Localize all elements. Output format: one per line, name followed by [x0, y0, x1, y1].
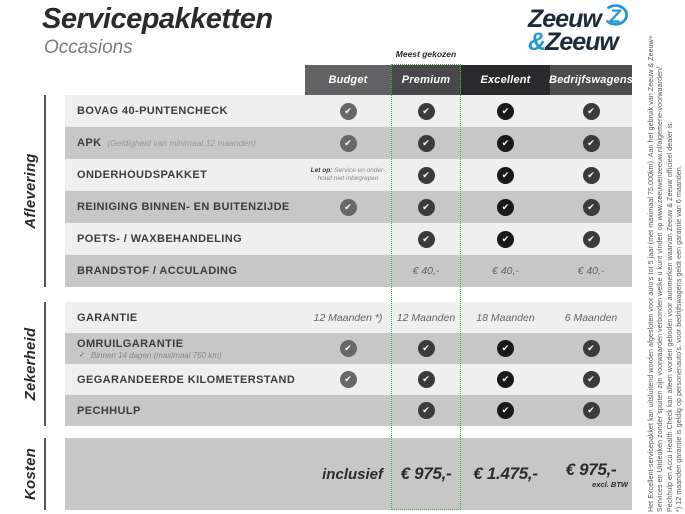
check-icon: ✔ — [340, 340, 357, 357]
section-label-zekerheid: Zekerheid — [16, 302, 46, 426]
logo-ampersand: & — [528, 28, 546, 56]
check-icon: ✔ — [497, 340, 514, 357]
check-icon: ✔ — [583, 199, 600, 216]
footnote-line: Pechhulp en Accu Health Check kan alleen worden geboden voor automerken waarvan Zeeuw & Zeeuw officieel dealer is. — [666, 121, 674, 512]
row-label-cell — [65, 395, 305, 426]
svg-text:Z: Z — [609, 5, 621, 27]
value-cell-excellent — [461, 255, 550, 287]
value-cell-budget — [305, 191, 391, 223]
value-cell-budget — [305, 395, 391, 426]
check-icon: ✔ — [583, 231, 600, 248]
value-cell-excellent — [461, 159, 550, 191]
check-icon: ✔ — [418, 167, 435, 184]
row-label-text: ONDERHOUDSPAKKET — [77, 169, 208, 181]
table-row — [65, 95, 632, 127]
section-label-kosten: Kosten — [16, 438, 46, 510]
check-icon: ✔ — [497, 199, 514, 216]
value-cell-bedrijfswagens — [550, 255, 632, 287]
section-zekerheid — [65, 302, 632, 426]
row-label-text: BRANDSTOF / ACCULADING — [77, 265, 238, 277]
table-row — [65, 191, 632, 223]
page-title: Servicepakketten — [42, 3, 273, 35]
value-cell-bedrijfswagens — [550, 127, 632, 159]
check-icon: ✔ — [583, 167, 600, 184]
value-cell-premium — [391, 127, 461, 159]
row-label-cell — [65, 191, 305, 223]
row-label-cell — [65, 127, 305, 159]
value-cell-excellent — [461, 395, 550, 426]
cell-value-text: 12 Maanden — [396, 311, 456, 324]
check-icon: ✔ — [583, 371, 600, 388]
value-cell-excellent — [461, 364, 550, 395]
row-label-cell — [65, 95, 305, 127]
column-header-budget: Budget — [305, 65, 391, 95]
value-cell-premium — [391, 333, 461, 364]
value-cell-premium — [391, 95, 461, 127]
value-cell-premium — [391, 255, 461, 287]
table-header-row — [65, 65, 632, 95]
value-cell-premium — [391, 159, 461, 191]
value-cell-budget — [305, 302, 391, 333]
costs-price-note: excl. BTW — [592, 479, 628, 489]
row-label-text: GARANTIE — [77, 311, 138, 324]
costs-price: € 975,- — [565, 459, 617, 479]
value-cell-bedrijfswagens — [550, 159, 632, 191]
logo-row-2 — [528, 30, 630, 55]
section-aflevering — [65, 95, 632, 287]
check-icon: ✔ — [583, 103, 600, 120]
value-cell-excellent — [461, 127, 550, 159]
value-cell-excellent — [461, 333, 550, 364]
check-icon: ✔ — [497, 371, 514, 388]
check-icon: ✔ — [583, 135, 600, 152]
cell-value-text: 12 Maanden *) — [313, 311, 383, 324]
row-label-cell — [65, 223, 305, 255]
check-icon: ✔ — [583, 340, 600, 357]
value-cell-excellent — [461, 191, 550, 223]
value-cell-bedrijfswagens — [550, 191, 632, 223]
check-icon: ✔ — [340, 371, 357, 388]
section-label-aflevering: Aflevering — [16, 95, 46, 287]
costs-price: € 975,- — [400, 464, 452, 483]
table-row — [65, 255, 632, 287]
row-sub-note — [77, 351, 305, 360]
check-icon: ✔ — [418, 371, 435, 388]
value-cell-bedrijfswagens — [550, 223, 632, 255]
costs-value-cell-premium — [391, 438, 461, 510]
table-row — [65, 159, 632, 191]
row-label-cell — [65, 302, 305, 333]
row-label-cell — [65, 255, 305, 287]
check-icon: ✔ — [418, 135, 435, 152]
costs-value-cell-bedrijfswagens — [550, 438, 632, 510]
page-subtitle: Occasions — [44, 36, 133, 58]
title-block — [42, 4, 273, 59]
check-icon: ✔ — [340, 135, 357, 152]
value-cell-bedrijfswagens — [550, 95, 632, 127]
row-label-text: APK — [77, 137, 102, 149]
check-icon: ✔ — [340, 199, 357, 216]
costs-price: € 1.475,- — [473, 464, 538, 483]
value-cell-budget — [305, 223, 391, 255]
logo-word-zeeuw-2: Zeeuw — [545, 28, 618, 56]
footnote-line: Services en Uitdeuken zonder spuiten zijn voorwaarden verbonden welke u kunt vinden op www.zeeuwenzeeuw.nl/algemene-voorwaarden/. — [657, 64, 665, 512]
most-chosen-badge: Meest gekozen — [391, 43, 461, 65]
column-header-excellent: Excellent — [461, 65, 550, 95]
value-cell-budget — [305, 95, 391, 127]
row-label-cell — [65, 333, 305, 364]
value-cell-budget — [305, 255, 391, 287]
value-cell-premium — [391, 364, 461, 395]
row-label-text: GEGARANDEERDE KILOMETERSTAND — [77, 373, 296, 386]
value-cell-excellent — [461, 302, 550, 333]
table-row — [65, 395, 632, 426]
table-row — [65, 364, 632, 395]
value-cell-excellent — [461, 223, 550, 255]
footnote-line: *) 12 maanden garantie is geldig op personenauto's, voor bedrijfswagens geldt een garantie van 6 maanden. — [676, 165, 684, 512]
row-inline-note: (Geldigheid van minimaal 12 maanden) — [107, 138, 256, 148]
value-cell-premium — [391, 223, 461, 255]
costs-budget-value: inclusief — [322, 465, 383, 483]
table-row — [65, 333, 632, 364]
column-header-premium: Premium — [391, 65, 461, 95]
row-label-text: REINIGING BINNEN- EN BUITENZIJDE — [77, 201, 290, 213]
row-label-cell — [65, 159, 305, 191]
value-cell-budget — [305, 333, 391, 364]
costs-row — [65, 438, 632, 510]
check-icon: ✔ — [418, 103, 435, 120]
value-cell-premium — [391, 302, 461, 333]
check-icon: ✔ — [497, 167, 514, 184]
cell-value-text: € 40,- — [412, 265, 440, 277]
column-header-bedrijfswagens: Bedrijfswagens — [550, 65, 632, 95]
check-icon: ✔ — [497, 231, 514, 248]
value-cell-bedrijfswagens — [550, 302, 632, 333]
value-cell-bedrijfswagens — [550, 364, 632, 395]
row-label-text: PECHHULP — [77, 404, 141, 417]
logo-word-zeeuw: Zeeuw — [528, 4, 601, 33]
row-label-text: OMRUILGARANTIE — [77, 337, 184, 350]
row-sub-note-text: Binnen 14 dagen (maximaal 750 km) — [90, 350, 222, 360]
check-icon: ✔ — [497, 135, 514, 152]
cell-value-text: 18 Maanden — [476, 311, 535, 324]
value-cell-budget — [305, 127, 391, 159]
value-cell-premium — [391, 395, 461, 426]
cell-value-text: 6 Maanden — [564, 311, 618, 324]
check-icon: ✔ — [418, 340, 435, 357]
check-icon: ✔ — [583, 402, 600, 419]
check-icon: ✔ — [418, 402, 435, 419]
cell-value-text: € 40,- — [577, 265, 605, 277]
value-cell-bedrijfswagens — [550, 333, 632, 364]
comparison-table — [65, 65, 632, 510]
brand-logo — [528, 5, 630, 55]
footnote-line: Het Excellent-servicepakket kan uitsluitend worden afgesloten voor auto's tot 5 jaar (met maximaal 75.000km). Aan het gebruik van Zeeuw & Zeeuw+ — [648, 34, 655, 512]
header-spacer-cell — [65, 65, 305, 95]
row-label-text: BOVAG 40-PUNTENCHECK — [77, 105, 228, 117]
check-icon: ✔ — [418, 231, 435, 248]
table-row — [65, 223, 632, 255]
costs-value-cell-excellent — [461, 438, 550, 510]
value-cell-budget — [305, 159, 391, 191]
legal-footnote — [647, 32, 685, 512]
cell-warning-note: Let op: Service en onder- houd niet inbegrepen — [310, 166, 386, 182]
table-row — [65, 302, 632, 333]
table-row — [65, 127, 632, 159]
value-cell-budget — [305, 364, 391, 395]
value-cell-premium — [391, 191, 461, 223]
small-check-icon: ✓ — [79, 352, 85, 359]
value-cell-bedrijfswagens — [550, 395, 632, 426]
check-icon: ✔ — [418, 199, 435, 216]
cell-value-text: € 40,- — [492, 265, 519, 277]
check-icon: ✔ — [497, 103, 514, 120]
check-icon: ✔ — [497, 402, 514, 419]
row-label-text: POETS- / WAXBEHANDELING — [77, 233, 243, 245]
check-icon: ✔ — [340, 103, 357, 120]
costs-spacer-cell — [65, 438, 305, 510]
value-cell-excellent — [461, 95, 550, 127]
row-label-cell — [65, 364, 305, 395]
